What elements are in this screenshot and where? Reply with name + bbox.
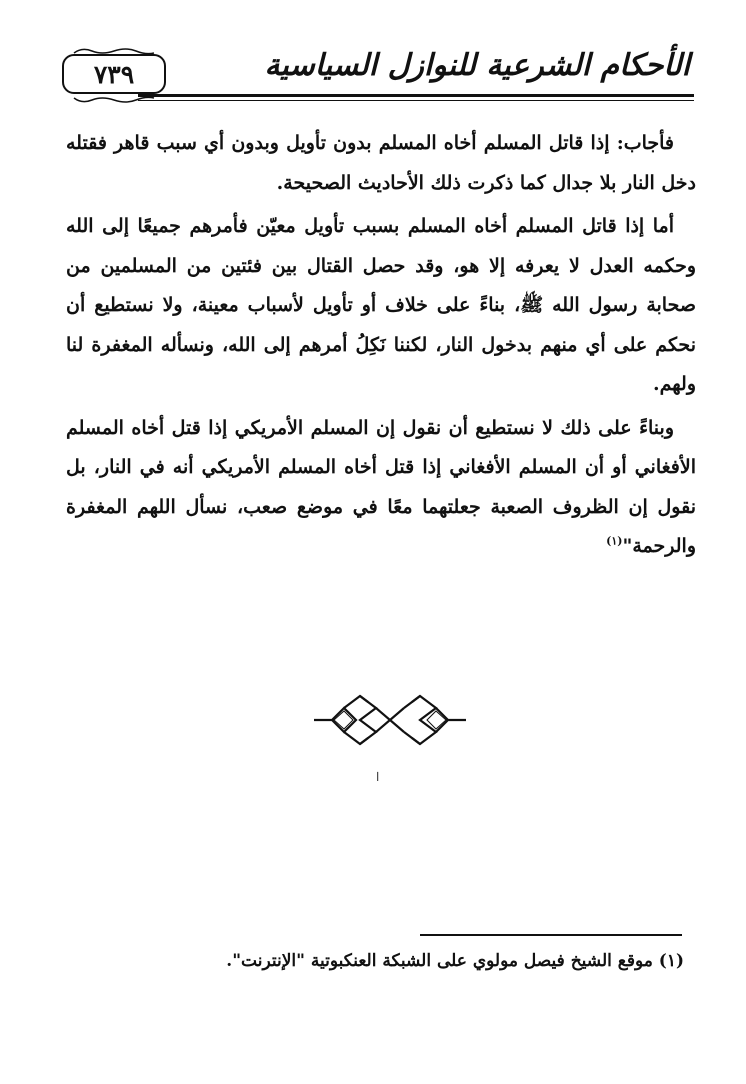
header-rule-thin (138, 100, 694, 101)
body-text (66, 124, 696, 567)
running-title: الأحكام الشرعية للنوازل السياسية (264, 48, 690, 83)
footnote: (١) موقع الشيخ فيصل مولوي على الشبكة العنكبوتية "الإنترنت". (226, 951, 684, 971)
header-rule (138, 94, 694, 97)
footnote-reference: (١) (606, 534, 623, 548)
paragraph-1: فأجاب: إذا قاتل المسلم أخاه المسلم بدون تأويل وبدون أي سبب قاهر فقتله دخل النار بلا جدال كما ذكرت ذلك الأحاديث الصحيحة. (66, 132, 696, 194)
stray-mark: ا (376, 770, 380, 784)
paragraph-3 (66, 409, 696, 567)
knot-ornament-icon (310, 690, 470, 750)
page-header (38, 44, 694, 108)
paragraph-3-text: وبناءً على ذلك لا نستطيع أن نقول إن المسلم الأمريكي إذا قتل أخاه المسلم الأفغاني أو أن المسلم الأفغاني إذا قتل أخاه المسلم الأمريكي أنه في النار، بل نقول إن الظروف الصعبة جعلتهما معًا في موضع صعب، نسأل اللهم المغفرة والرحمة" (66, 416, 696, 557)
page-number: ٧٣٩ (62, 54, 166, 94)
footnote-separator (420, 934, 682, 936)
paragraph-2: أما إذا قاتل المسلم أخاه المسلم بسبب تأويل معيّن فأمرهم جميعًا إلى الله وحكمه العدل لا يعرفه إلا هو، وقد حصل القتال بين فئتين من المسلمين من صحابة رسول الله ﷺ، بناءً على خلاف أو تأويل لأسباب معينة، ولا نستطيع أن نحكم على أي منهم بدخول النار، لكننا نَكِلُ أمرهم إلى الله، ونسأله المغفرة لنا ولهم. (66, 215, 696, 395)
